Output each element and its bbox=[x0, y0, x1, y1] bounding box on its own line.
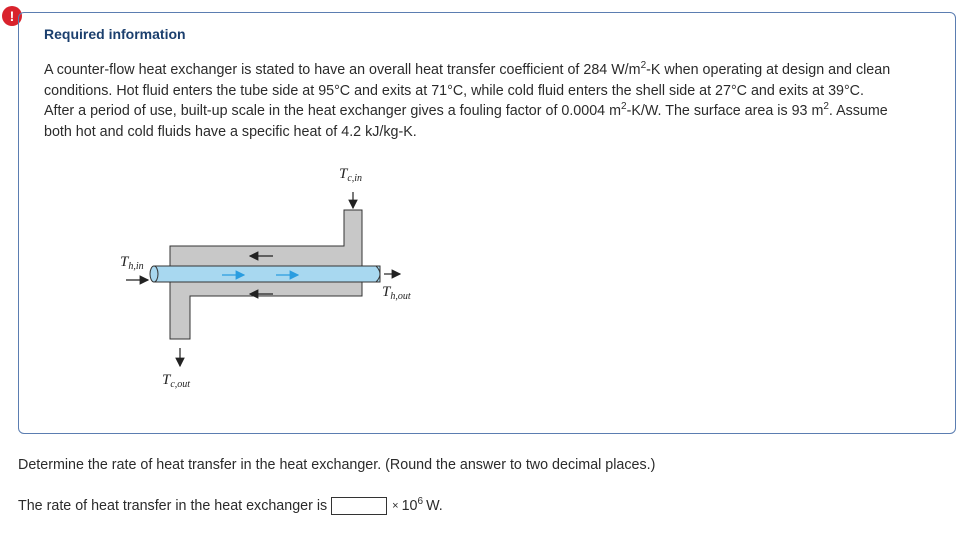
problem-statement: A counter-flow heat exchanger is stated to have an overall heat transfer coefficient of 284 $W/m^2-K$ when operating at design and clean conditions. Hot fluid enters the tube side at 95°C and exits at 71°C, while cold fluid enters the shell side at 27°C and exits at 39°C. After a period of use, built-up scale in the heat exchanger gives a fouling factor of 0.0004 $m^2-K/W$. The surface area is 93 $m^2$. Assume both hot and cold fluids have a specific heat of 4.2 kJ/kg-K. bbox=[44, 60, 891, 140]
answer-row bbox=[18, 497, 443, 515]
answer-input[interactable] bbox=[331, 497, 387, 515]
label-tc-in: $T_{c,in}$ bbox=[339, 166, 363, 184]
answer-prefix: The rate of heat transfer in the heat exchanger is bbox=[18, 498, 328, 514]
heat-exchanger-diagram bbox=[96, 158, 436, 403]
tube bbox=[154, 266, 380, 282]
alert-icon: ! bbox=[2, 6, 22, 26]
question-text: Determine the rate of heat transfer in the heat exchanger. (Round the answer to two decimal places.) bbox=[18, 457, 656, 473]
unit-label: W. bbox=[426, 498, 443, 514]
times-symbol: × bbox=[392, 500, 399, 512]
heat-exchanger-svg bbox=[96, 158, 436, 398]
tube-inlet-end bbox=[150, 266, 158, 282]
power-of-ten: $10^6$ bbox=[401, 496, 424, 514]
label-th-in: $T_{h,in}$ bbox=[120, 254, 144, 272]
required-info-title: Required information bbox=[44, 26, 186, 42]
label-th-out: $T_{h,out}$ bbox=[382, 284, 411, 302]
label-tc-out: $T_{c,out}$ bbox=[162, 372, 191, 390]
